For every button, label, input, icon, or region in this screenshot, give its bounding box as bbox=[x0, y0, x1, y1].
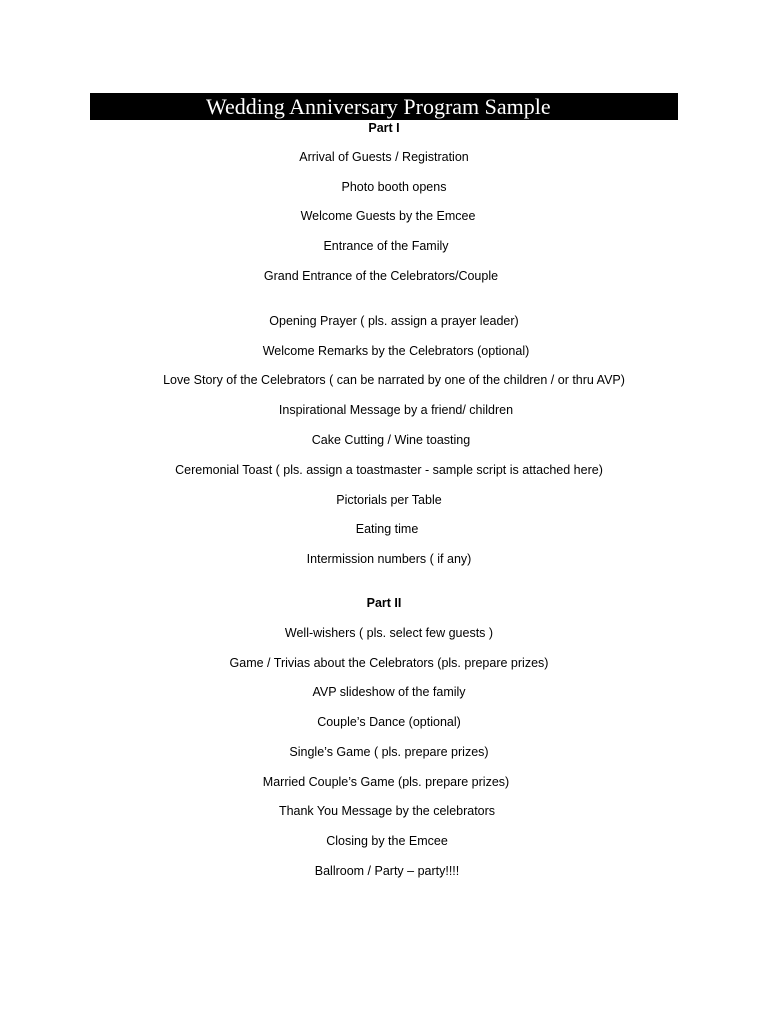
program-item: Welcome Guests by the Emcee bbox=[300, 209, 476, 223]
program-item: Well-wishers ( pls. select few guests ) bbox=[284, 626, 494, 640]
program-item: Cake Cutting / Wine toasting bbox=[311, 433, 471, 447]
document-title: Wedding Anniversary Program Sample bbox=[206, 94, 551, 119]
program-item: Grand Entrance of the Celebrators/Couple bbox=[263, 269, 499, 283]
program-item: Couple’s Dance (optional) bbox=[317, 715, 461, 729]
program-item: Ballroom / Party – party!!!! bbox=[314, 864, 460, 878]
program-item: Opening Prayer ( pls. assign a prayer leader) bbox=[269, 314, 519, 328]
program-item: Closing by the Emcee bbox=[326, 834, 448, 848]
program-item: Photo booth opens bbox=[341, 180, 447, 194]
program-item: Inspirational Message by a friend/ children bbox=[278, 403, 514, 417]
program-item: Pictorials per Table bbox=[336, 493, 442, 507]
program-item: Eating time bbox=[355, 522, 419, 536]
program-item: Welcome Remarks by the Celebrators (optional) bbox=[262, 344, 530, 358]
program-item: Thank You Message by the celebrators bbox=[278, 804, 496, 818]
part2-heading: Part II bbox=[366, 596, 402, 610]
program-item: AVP slideshow of the family bbox=[312, 685, 466, 699]
program-item: Single’s Game ( pls. prepare prizes) bbox=[289, 745, 489, 759]
program-item: Intermission numbers ( if any) bbox=[306, 552, 472, 566]
program-item: Married Couple’s Game (pls. prepare prizes) bbox=[262, 775, 510, 789]
program-item: Game / Trivias about the Celebrators (pls. prepare prizes) bbox=[229, 656, 549, 670]
program-item: Love Story of the Celebrators ( can be narrated by one of the children / or thru AVP) bbox=[163, 373, 625, 387]
program-item: Ceremonial Toast ( pls. assign a toastmaster - sample script is attached here) bbox=[175, 463, 603, 477]
program-item: Arrival of Guests / Registration bbox=[299, 150, 469, 164]
program-item: Entrance of the Family bbox=[323, 239, 449, 253]
part1-heading: Part I bbox=[368, 121, 400, 135]
